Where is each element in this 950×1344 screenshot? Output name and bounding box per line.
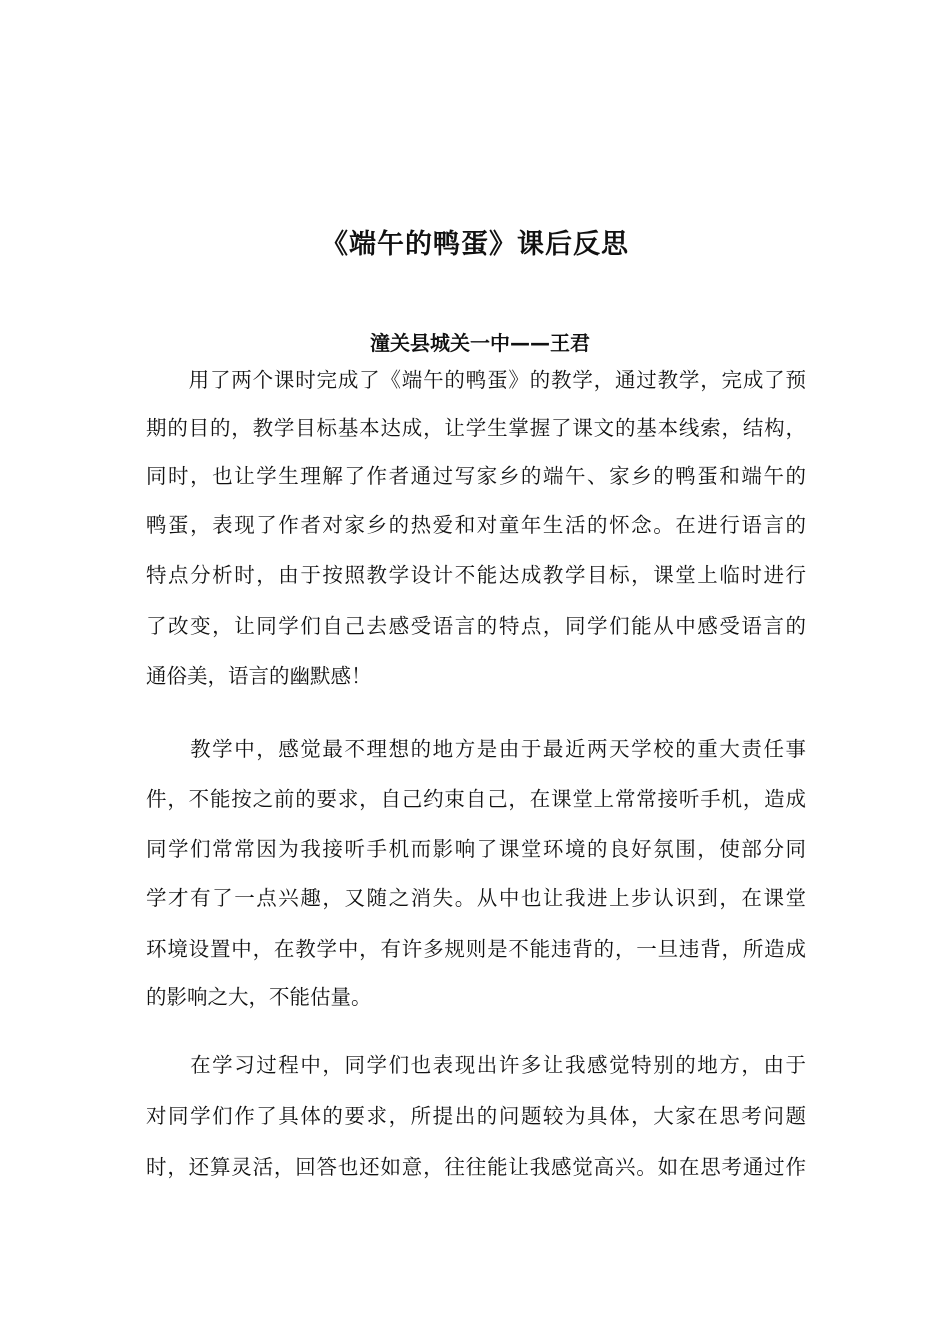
- text-line: 件，不能按之前的要求，自己约束自己，在课堂上常常接听手机，造成: [146, 787, 806, 811]
- document-title: 《端午的鸭蛋》课后反思: [321, 229, 629, 260]
- text-line: 环境设置中，在教学中，有许多规则是不能违背的，一旦违背，所造成: [146, 937, 806, 961]
- text-line: 鸭蛋，表现了作者对家乡的热爱和对童年生活的怀念。在进行语言的: [146, 513, 806, 537]
- text-line: 的影响之大，不能估量。: [146, 985, 372, 1009]
- text-line: 期的目的，教学目标基本达成，让学生掌握了课文的基本线索，结构，: [146, 416, 806, 440]
- text-line: 用了两个课时完成了《端午的鸭蛋》的教学，通过教学，完成了预: [146, 368, 806, 392]
- text-line: 特点分析时，由于按照教学设计不能达成教学目标，课堂上临时进行: [146, 563, 806, 587]
- text-line: 同时，也让学生理解了作者通过写家乡的端午、家乡的鸭蛋和端午的: [146, 464, 806, 488]
- text-line: 在学习过程中，同学们也表现出许多让我感觉特别的地方，由于: [146, 1053, 806, 1077]
- text-line: 了改变，让同学们自己去感受语言的特点，同学们能从中感受语言的: [146, 614, 806, 638]
- text-line: 同学们常常因为我接听手机而影响了课堂环境的良好氛围，使部分同: [146, 837, 806, 861]
- text-line: 教学中，感觉最不理想的地方是由于最近两天学校的重大责任事: [146, 737, 806, 761]
- text-line: 对同学们作了具体的要求，所提出的问题较为具体，大家在思考问题: [146, 1104, 806, 1128]
- text-line: 时，还算灵活，回答也还如意，往往能让我感觉高兴。如在思考通过作: [146, 1155, 806, 1179]
- text-line: 学才有了一点兴趣，又随之消失。从中也让我进上步认识到，在课堂: [146, 886, 806, 910]
- author-line: 潼关县城关一中——王君: [370, 331, 590, 355]
- text-line: 通俗美，语言的幽默感！: [146, 664, 372, 688]
